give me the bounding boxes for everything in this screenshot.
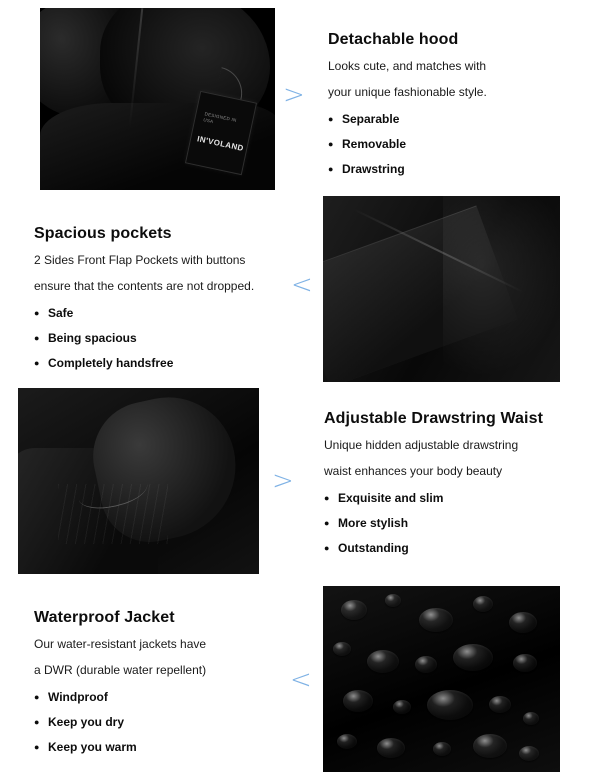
arrow-left-waterproof: < <box>290 665 312 695</box>
water-droplet <box>419 608 453 632</box>
water-droplet <box>415 656 437 673</box>
water-droplet <box>427 690 473 720</box>
waist-text-block <box>324 409 592 561</box>
waist-bullet-1: ● Exquisite and slim <box>324 486 592 511</box>
pocket-highlight <box>443 196 560 382</box>
hood-desc-line-2: your unique fashionable style. <box>328 85 487 100</box>
jacket-hood-photo <box>40 8 275 190</box>
arrow-right-hood: > <box>283 80 305 110</box>
waterproof-bullet-3: ● Keep you warm <box>34 735 296 760</box>
water-droplet <box>513 654 537 672</box>
water-droplet <box>343 690 373 712</box>
pockets-title: Spacious pockets <box>34 225 172 242</box>
waist-bullet-list <box>324 486 592 561</box>
water-droplet <box>377 738 405 758</box>
waterproof-desc-line-2: a DWR (durable water repellent) <box>34 663 207 678</box>
water-droplet <box>433 742 451 756</box>
hood-bullet-3: ● Drawstring <box>328 157 590 182</box>
waterproof-bullet-1: ● Windproof <box>34 685 296 710</box>
water-droplet <box>473 734 507 758</box>
waist-title: Adjustable Drawstring Waist <box>324 410 544 427</box>
pockets-text-block <box>34 224 296 376</box>
hood-bullet-2: ● Removable <box>328 132 590 157</box>
water-droplet <box>519 746 539 761</box>
water-droplet <box>333 642 351 656</box>
water-droplet <box>341 600 367 620</box>
pockets-bullet-2: ● Being spacious <box>34 326 296 351</box>
hood-bullet-1: ● Separable <box>328 107 590 132</box>
water-droplet <box>393 700 411 714</box>
hood-title: Detachable hood <box>328 31 459 48</box>
waist-desc-line-1: Unique hidden adjustable drawstring <box>324 438 519 453</box>
water-droplet <box>337 734 357 749</box>
hood-bullet-list <box>328 107 590 182</box>
water-droplet <box>509 612 537 633</box>
water-droplet <box>489 696 511 713</box>
hang-tag-brand: IN'VOLAND <box>196 134 245 153</box>
waterproof-title: Waterproof Jacket <box>34 609 175 626</box>
pockets-bullet-1: ● Safe <box>34 301 296 326</box>
water-droplet <box>523 712 539 725</box>
water-droplet <box>453 644 493 671</box>
hood-text-block <box>328 30 590 182</box>
waist-bullet-2: ● More stylish <box>324 511 592 536</box>
waterproof-bullet-2: ● Keep you dry <box>34 710 296 735</box>
arrow-left-pockets: < <box>291 270 313 300</box>
water-droplet <box>367 650 399 673</box>
waterproof-text-block <box>34 608 296 760</box>
hood-desc-line-1: Looks cute, and matches with <box>328 59 487 74</box>
pockets-desc-line-2: ensure that the contents are not dropped. <box>34 279 255 294</box>
water-droplet <box>473 596 493 612</box>
water-droplet <box>385 594 401 607</box>
waist-desc-line-2: waist enhances your body beauty <box>324 464 503 479</box>
drawstring-waist-photo <box>18 388 259 574</box>
pockets-desc-line-1: 2 Sides Front Flap Pockets with buttons <box>34 253 246 268</box>
waterproof-desc-line-1: Our water-resistant jackets have <box>34 637 207 652</box>
waist-bullet-3: ● Outstanding <box>324 536 592 561</box>
arrow-right-waist: > <box>272 466 294 496</box>
hang-tag-subtext: DESIGNED IN USA <box>202 111 238 125</box>
water-droplets-photo <box>323 586 560 772</box>
waterproof-bullet-list <box>34 685 296 760</box>
pocket-flap-photo <box>323 196 560 382</box>
pockets-bullet-3: ● Completely handsfree <box>34 351 296 376</box>
pockets-bullet-list <box>34 301 296 376</box>
